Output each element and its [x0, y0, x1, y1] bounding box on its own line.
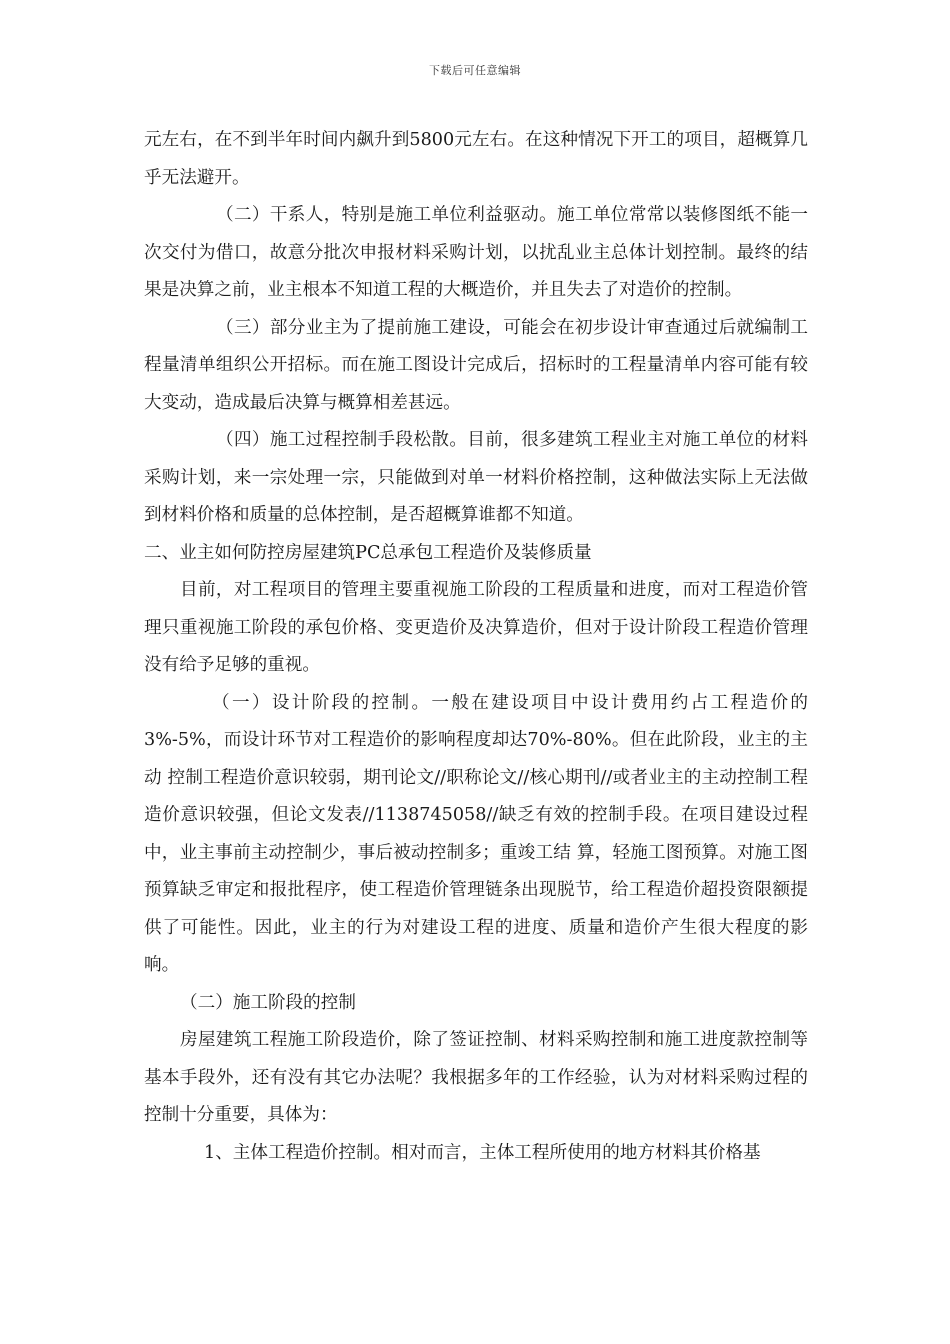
paragraph-continuation: 元左右，在不到半年时间内飙升到5800元左右。在这种情况下开工的项目，超概算几乎无法避开。: [144, 130, 808, 188]
section-heading: 二、业主如何防控房屋建筑PC总承包工程造价及装修质量: [144, 542, 592, 563]
document-body: [144, 122, 808, 1172]
paragraph-early-tender: （三）部分业主为了提前施工建设，可能会在初步设计审查通过后就编制工程量清单组织公开招标。而在施工图设计完成后，招标时的工程量清单内容可能有较大变动，造成最后决算与概算相差甚远。: [144, 317, 808, 413]
paragraph-main-works: 1、主体工程造价控制。相对而言，主体工程所使用的地方材料其价格基: [204, 1142, 761, 1163]
subheading-construction-stage: （二）施工阶段的控制: [180, 992, 356, 1013]
paragraph-current-management: 目前，对工程项目的管理主要重视施工阶段的工程质量和进度，而对工程造价管理只重视施工阶段的承包价格、变更造价及决算造价，但对于设计阶段工程造价管理没有给予足够的重视。: [144, 580, 808, 675]
paragraph-construction-cost: 房屋建筑工程施工阶段造价，除了签证控制、材料采购控制和施工进度款控制等基本手段外，还有没有其它办法呢？我根据多年的工作经验，认为对材料采购过程的控制十分重要，具体为：: [144, 1030, 808, 1125]
page-header: 下载后可任意编辑: [429, 64, 521, 77]
paragraph-process-control: （四）施工过程控制手段松散。目前，很多建筑工程业主对施工单位的材料采购计划，来一宗处理一宗，只能做到对单一材料价格控制，这种做法实际上无法做到材料价格和质量的总体控制，是否超概算谁都不知道。: [144, 430, 808, 525]
paragraph-design-stage: （一）设计阶段的控制。一般在建设项目中设计费用约占工程造价的3%-5%，而设计环节对工程造价的影响程度却达70%-80%。但在此阶段，业主的主动 控制工程造价意识较弱，期刊论文//职称论文//核心期刊//或者业主的主动控制工程造价意识较强，但论文发表//1138745058//缺乏有效的控制手段。在项目建设过程中，业主事前主动控制少，事后被动控制多；重竣工结 算，轻施工图预算。对施工图预算缺乏审定和报批程序，使工程造价管理链条出现脱节，给工程造价超投资限额提供了可能性。因此，业主的行为对建设工程的进度、质量和造价产生很大程度的影响。: [144, 692, 808, 975]
paragraph-stakeholders: （二）干系人，特别是施工单位利益驱动。施工单位常常以装修图纸不能一次交付为借口，故意分批次申报材料采购计划，以扰乱业主总体计划控制。最终的结果是决算之前，业主根本不知道工程的大概造价，并且失去了对造价的控制。: [144, 205, 808, 300]
